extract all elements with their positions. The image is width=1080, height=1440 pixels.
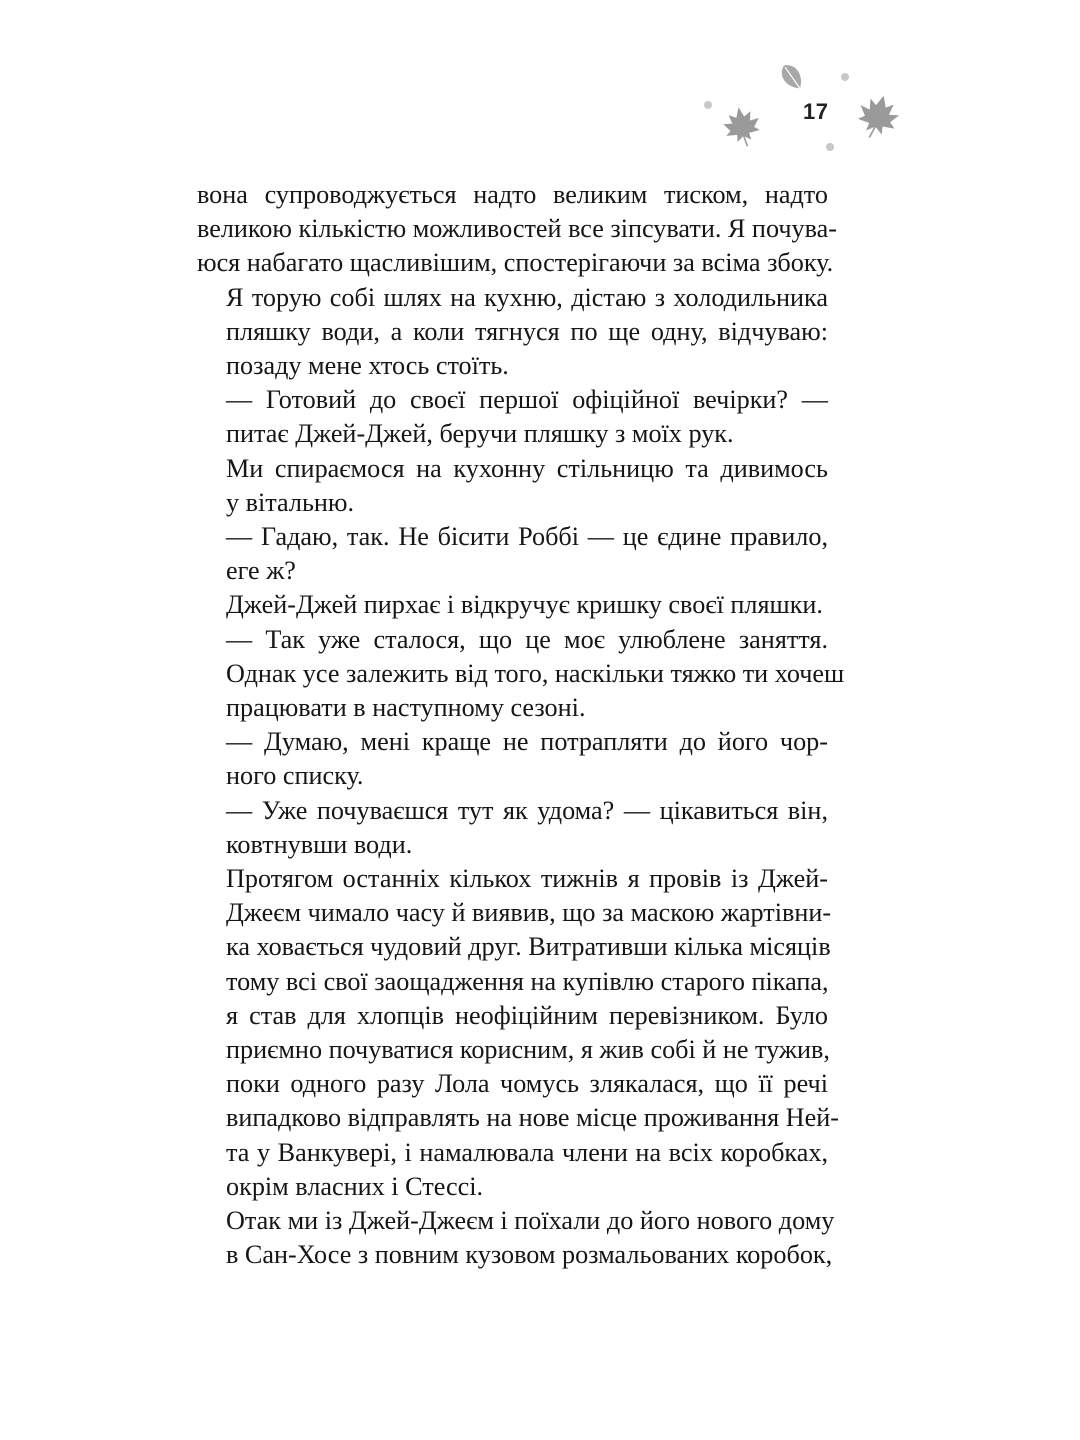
paragraph [197, 794, 828, 862]
paragraph [197, 725, 828, 793]
text-line: в Сан-Хосе з повним кузовом розмальованих коробок, [226, 1240, 833, 1270]
paragraph [197, 520, 828, 588]
paragraph [197, 281, 828, 384]
text-line: Отак ми із Джей-Джеєм і поїхали до його нового дому [226, 1206, 835, 1236]
maple-leaf-icon [853, 91, 903, 144]
text-line: Я торую собі шлях на кухню, дістаю з холодильника [226, 282, 828, 312]
text-line: я став для хлопців неофіційним перевізником. Було [226, 1000, 828, 1030]
text-line: питає Джей-Джей, беручи пляшку з моїх рук. [226, 419, 734, 449]
page-number: 17 [803, 99, 829, 124]
text-body [197, 178, 845, 1273]
text-line: — Гадаю, так. Не бісити Роббі — це єдине правило, [226, 522, 828, 552]
text-line: Джей-Джей пирхає і відкручує кришку своєї пляшки. [226, 590, 823, 620]
text-line: випадково відправлять на нове місце проживання Ней- [226, 1103, 839, 1133]
text-line: у вітальню. [226, 487, 355, 517]
paragraph [197, 178, 837, 281]
text-line: окрім власних і Стессі. [226, 1171, 484, 1201]
leaf-icon [777, 61, 808, 95]
ornament-dot-icon [826, 143, 834, 151]
text-line: — Уже почуваєшся тут як удома? — цікавиться він, [226, 795, 828, 825]
ornament-dot-icon [841, 73, 849, 81]
text-line: пляшку води, а коли тягнуся по ще одну, відчуваю: [226, 316, 828, 346]
text-line: великою кількістю можливостей все зіпсувати. Я почува- [197, 214, 837, 244]
text-line: поки одного разу Лола чомусь злякалася, що її речі [226, 1069, 828, 1099]
paragraph [197, 452, 828, 520]
paragraph [197, 862, 839, 1204]
paragraph [197, 588, 828, 622]
paragraph [197, 1204, 835, 1272]
text-line: ковтнувши води. [226, 829, 413, 859]
text-line: ного списку. [226, 761, 364, 791]
text-line: та у Ванкувері, і намалювала члени на всіх коробках, [226, 1137, 828, 1167]
text-line: Однак усе залежить від того, наскільки тяжко ти хочеш [226, 658, 845, 688]
text-line: позаду мене хтось стоїть. [226, 351, 509, 381]
text-line: — Готовий до своєї першої офіційної вечірки? — [226, 385, 828, 415]
paragraph [197, 623, 845, 726]
text-line: — Думаю, мені краще не потрапляти до його чор- [226, 727, 828, 757]
text-line: Джеєм чимало часу й виявив, що за маскою жартівни- [226, 898, 832, 928]
paragraph [197, 383, 828, 451]
text-line: вона супроводжується надто великим тиском, надто [197, 180, 828, 209]
text-line: працювати в наступному сезоні. [226, 693, 586, 723]
text-line: — Так уже сталося, що це моє улюблене заняття. [226, 624, 828, 654]
maple-leaf-icon [721, 104, 763, 150]
text-line: юся набагато щасливішим, спостерігаючи за всіма збоку. [197, 248, 834, 278]
text-line: тому всі свої заощадження на купівлю старого пікапа, [226, 966, 829, 996]
text-line: Протягом останніх кількох тижнів я провів із Джей- [226, 864, 828, 894]
text-line: Ми спираємося на кухонну стільницю та дивимось [226, 453, 828, 483]
ornament-dot-icon [704, 101, 712, 109]
text-line: приємно почуватися корисним, я жив собі й не тужив, [226, 1035, 830, 1065]
text-line: еге ж? [226, 556, 296, 586]
text-line: ка ховається чудовий друг. Витративши кілька місяців [226, 932, 831, 962]
